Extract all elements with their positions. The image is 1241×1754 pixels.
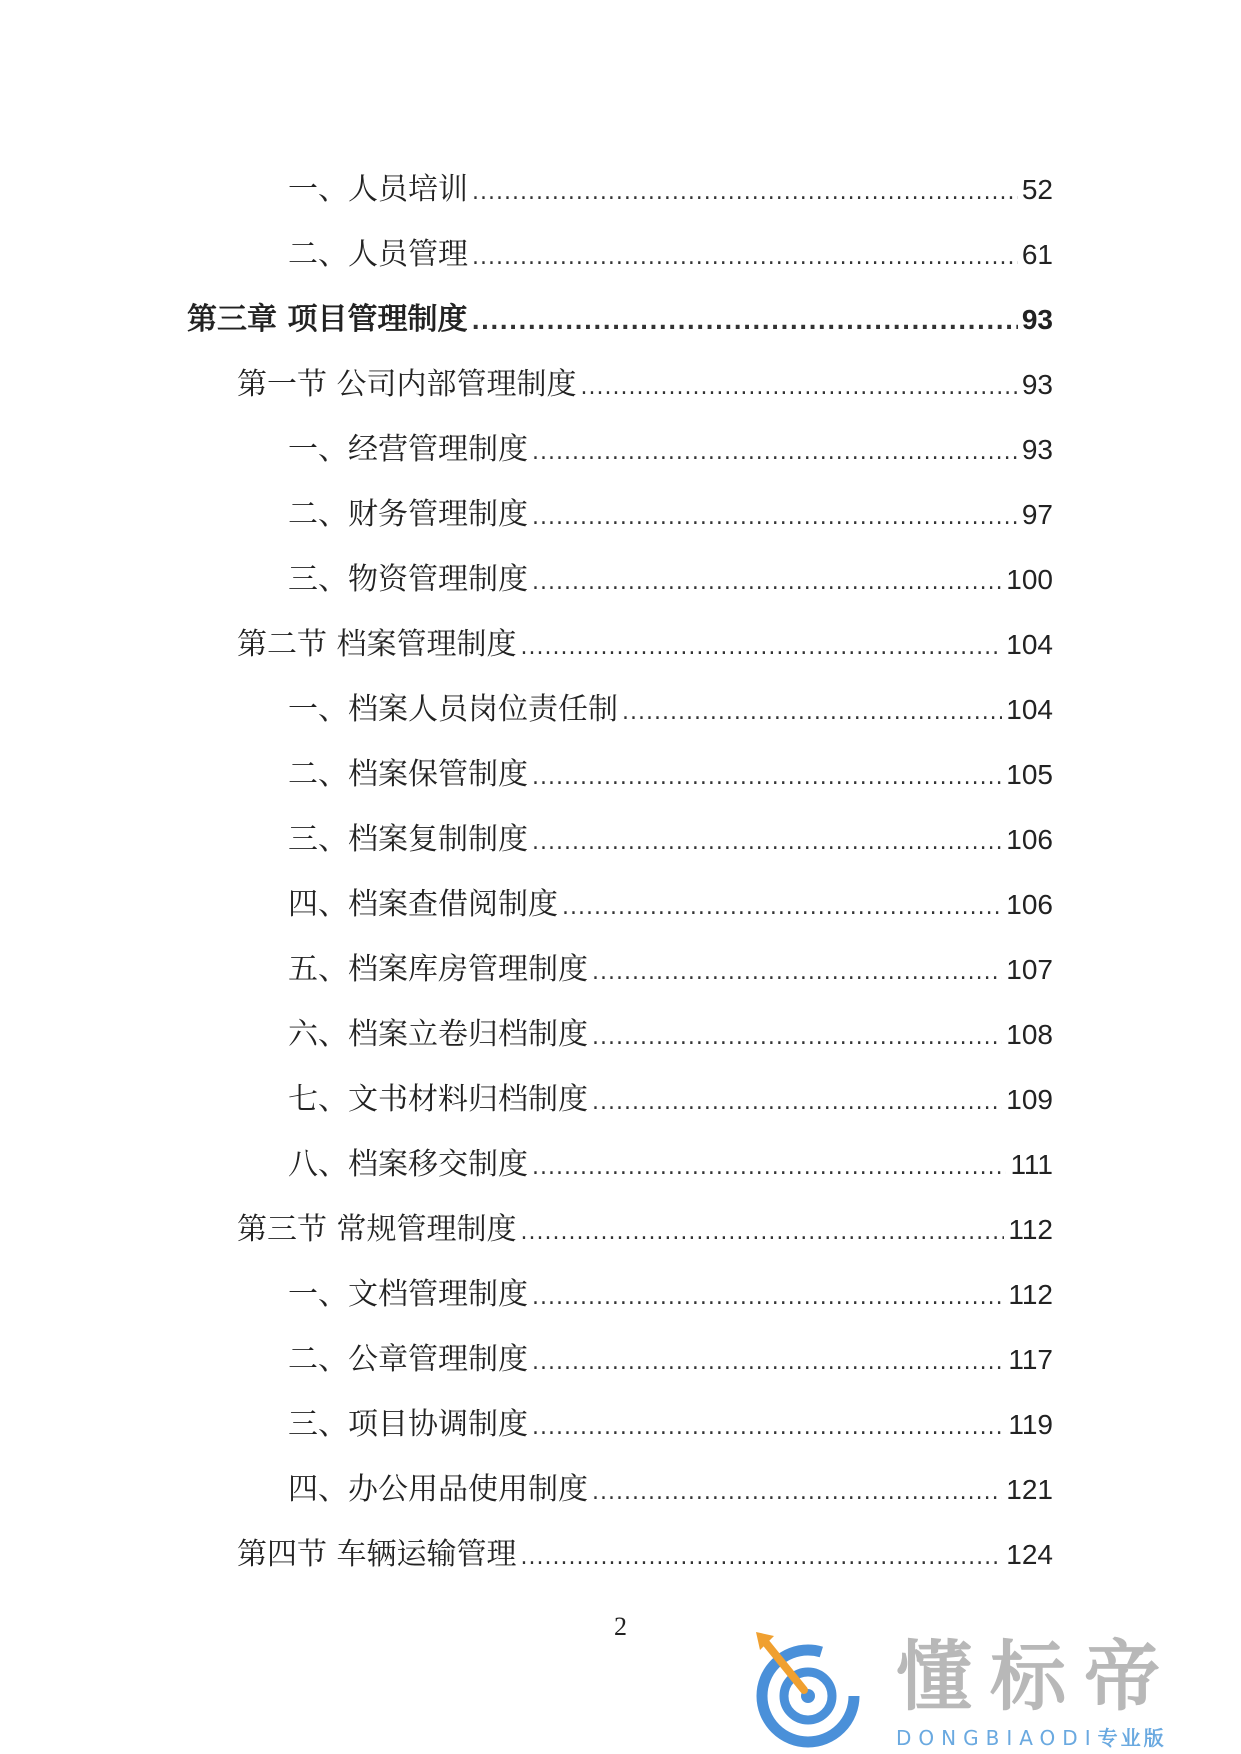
toc-entry[interactable] [288,235,1053,275]
toc-leader-dots [472,173,1018,213]
toc-entry-page: 109 [1006,1084,1053,1115]
toc-entry-title: 三、档案复制制度 [288,822,528,857]
toc-entry-page: 106 [1006,889,1053,920]
toc-entry-title: 三、项目协调制度 [288,1407,528,1442]
toc-entry-page: 93 [1021,434,1053,465]
toc-entry[interactable] [288,1405,1053,1445]
toc-entry-title: 第二节 档案管理制度 [237,627,517,662]
toc-entry-title: 一、经营管理制度 [288,432,528,467]
toc-entry-title: 第三节 常规管理制度 [237,1212,517,1247]
toc-entry-page: 93 [1021,304,1053,335]
toc-leader-dots [521,1538,1003,1578]
toc-entry-title: 四、办公用品使用制度 [288,1472,588,1507]
toc-entry[interactable] [288,1080,1053,1120]
toc-leader-dots [521,1213,1005,1253]
toc-section-entry[interactable] [237,1535,1053,1575]
toc-entry-page: 112 [1008,1214,1053,1245]
toc-leader-dots [532,1408,1004,1448]
toc-entry-page: 93 [1021,369,1053,400]
watermark [748,1630,1218,1750]
toc-entry[interactable] [288,755,1053,795]
watermark-brand-cn: 懂标帝 [896,1632,1178,1721]
toc-entry-page: 124 [1006,1539,1053,1570]
toc-leader-dots [592,1018,1002,1058]
toc-entry-page: 107 [1006,954,1053,985]
toc-entry-title: 七、文书材料归档制度 [288,1082,588,1117]
toc-entry-title: 四、档案查借阅制度 [288,887,558,922]
toc-leader-dots [521,628,1003,668]
toc-entry[interactable] [288,820,1053,860]
toc-entry-page: 105 [1006,759,1053,790]
toc-entry-title: 二、档案保管制度 [288,757,528,792]
toc-section-entry[interactable] [237,625,1053,665]
toc-leader-dots [532,1148,1006,1188]
toc-entry[interactable] [288,885,1053,925]
toc-leader-dots [581,368,1018,408]
toc-section-entry[interactable] [237,1210,1053,1250]
toc-entry-title: 二、人员管理 [288,237,468,272]
toc-entry-title: 第一节 公司内部管理制度 [237,367,577,402]
toc-leader-dots [471,303,1017,343]
toc-entry-page: 104 [1006,629,1053,660]
toc-entry[interactable] [288,1470,1053,1510]
toc-entry-title: 八、档案移交制度 [288,1147,528,1182]
toc-entry-page: 104 [1006,694,1053,725]
toc-entry-title: 第三章 项目管理制度 [187,302,468,337]
toc-entry-page: 100 [1006,564,1053,595]
toc-entry[interactable] [288,950,1053,990]
toc-entry-title: 一、文档管理制度 [288,1277,528,1312]
toc-entry-title: 一、人员培训 [288,172,468,207]
target-arrow-logo-icon [748,1630,878,1750]
page-number: 2 [614,1612,627,1641]
watermark-brand-en [896,1722,1167,1751]
toc-leader-dots [592,1083,1002,1123]
toc-entry-page: 121 [1006,1474,1053,1505]
toc-leader-dots [622,693,1002,733]
watermark-brand-latin: DONGBIAODI [896,1726,1098,1750]
toc-leader-dots [532,1278,1004,1318]
toc-leader-dots [562,888,1002,928]
toc-entry[interactable] [288,1145,1053,1185]
toc-leader-dots [592,953,1002,993]
toc-entry-page: 117 [1008,1344,1053,1375]
toc-leader-dots [472,238,1018,278]
toc-entry-title: 五、档案库房管理制度 [288,952,588,987]
toc-entry[interactable] [288,170,1053,210]
watermark-edition: 专业版 [1097,1726,1167,1750]
toc-entry[interactable] [288,1340,1053,1380]
toc-entry[interactable] [288,430,1053,470]
toc-leader-dots [532,758,1002,798]
toc-entry[interactable] [288,1275,1053,1315]
toc-entry-title: 二、财务管理制度 [288,497,528,532]
toc-entry-page: 112 [1008,1279,1053,1310]
toc-leader-dots [532,498,1018,538]
toc-leader-dots [592,1473,1002,1513]
toc-entry-title: 二、公章管理制度 [288,1342,528,1377]
toc-entry[interactable] [288,495,1053,535]
toc-entry-page: 97 [1021,499,1053,530]
toc-entry[interactable] [288,690,1053,730]
toc-leader-dots [532,1343,1004,1383]
toc-entry[interactable] [288,560,1053,600]
toc-entry[interactable] [288,1015,1053,1055]
toc-entry-title: 第四节 车辆运输管理 [237,1537,517,1572]
toc-entry-title: 三、物资管理制度 [288,562,528,597]
toc-leader-dots [532,433,1018,473]
toc-section-entry[interactable] [237,365,1053,405]
toc-entry-page: 52 [1021,174,1053,205]
toc-entry-page: 111 [1010,1149,1053,1180]
toc-leader-dots [532,563,1002,603]
toc-entry-page: 119 [1008,1409,1053,1440]
toc-leader-dots [532,823,1002,863]
toc-entry-page: 106 [1006,824,1053,855]
toc-entry-title: 六、档案立卷归档制度 [288,1017,588,1052]
toc-entry-page: 108 [1006,1019,1053,1050]
toc-chapter-entry[interactable] [187,300,1053,340]
toc-entry-title: 一、档案人员岗位责任制 [288,692,618,727]
toc-entry-page: 61 [1021,239,1053,270]
